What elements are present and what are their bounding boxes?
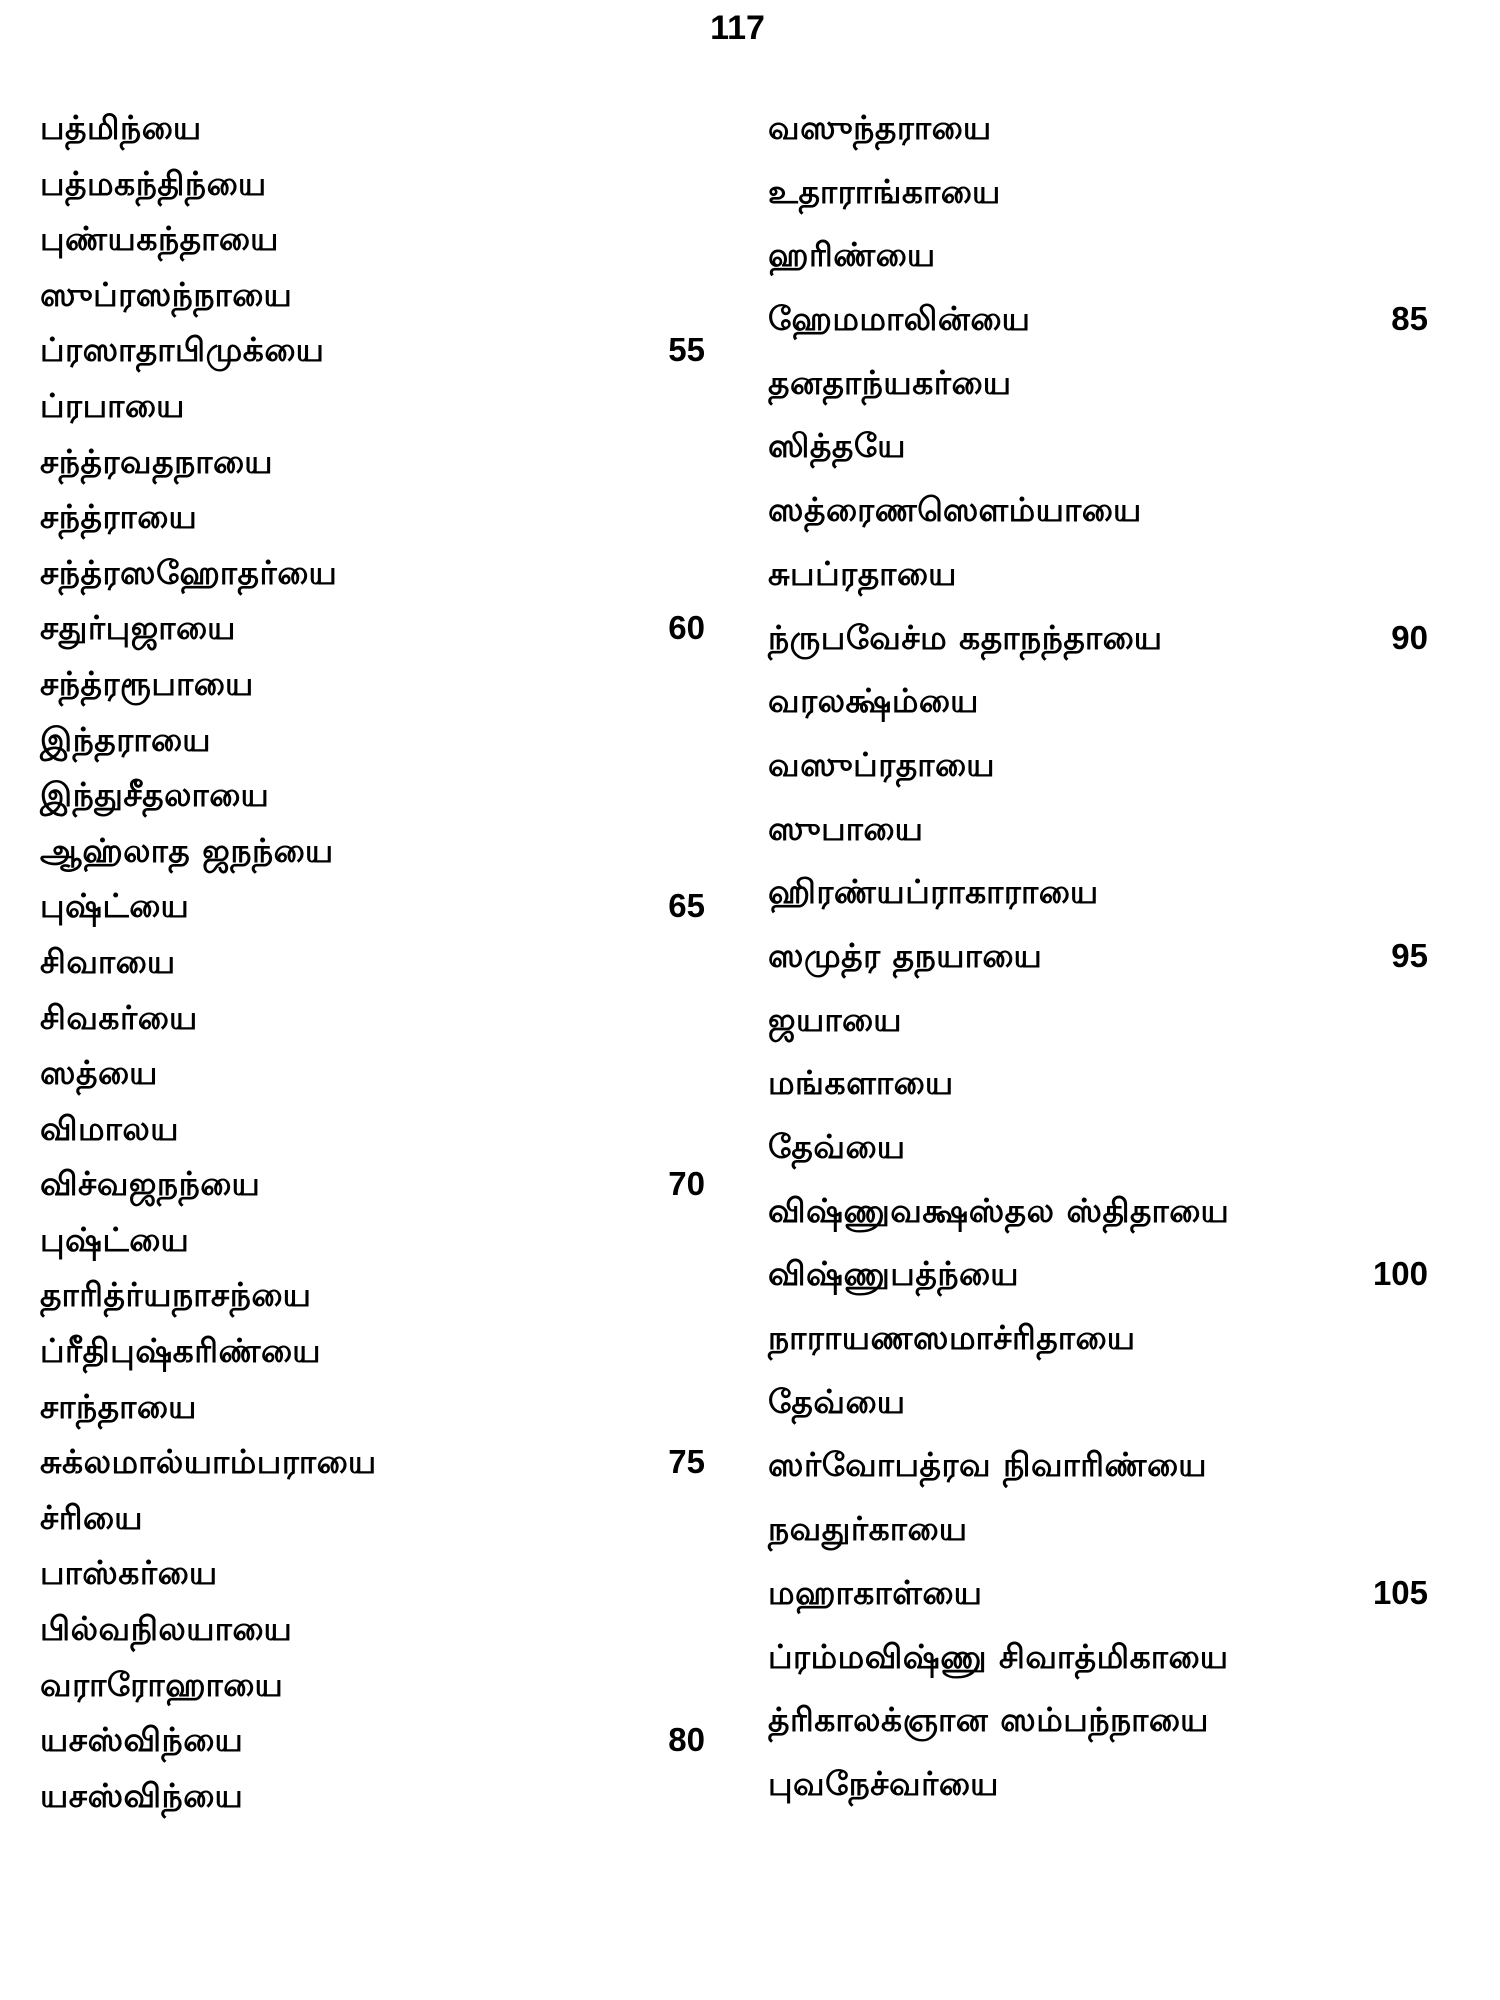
- entry-name: பத்மகந்திந்யை: [40, 163, 267, 203]
- entry-name: ஸத்ரைணஸௌம்யாயை: [768, 490, 1142, 530]
- entry-name: தேவ்யை: [768, 1127, 906, 1166]
- name-entry: [40, 215, 700, 271]
- name-entry: [40, 882, 705, 938]
- name-entry: [768, 550, 1428, 614]
- entry-name: தாரித்ர்யநாசந்யை: [40, 1275, 312, 1315]
- entry-name: இந்தராயை: [40, 719, 212, 759]
- name-entry: [768, 677, 1428, 741]
- entry-name: சுக்லமால்யாம்பராயை: [40, 1442, 377, 1482]
- name-entry: [768, 1441, 1428, 1505]
- name-entry: [40, 493, 700, 549]
- entry-name: சந்த்ரரூபாயை: [40, 663, 254, 703]
- entry-name: ஸித்தயே: [768, 426, 907, 466]
- name-entry: [768, 1314, 1428, 1378]
- entry-name: ப்ரீதிபுஷ்கரிண்யை: [40, 1331, 322, 1371]
- name-entry: [40, 1216, 700, 1272]
- name-entry: [40, 1494, 700, 1550]
- entry-name: சாந்தாயை: [40, 1386, 197, 1426]
- entry-name: நாராயணஸமாச்ரிதாயை: [768, 1318, 1136, 1358]
- entry-number: 90: [1391, 618, 1428, 656]
- entry-name: விஷ்ணுவக்ஷஸ்தல ஸ்திதாயை: [768, 1190, 1230, 1230]
- entry-number: 55: [668, 331, 705, 369]
- name-entry: [768, 1378, 1428, 1442]
- entry-name: ஸுப்ரஸந்நாயை: [40, 274, 293, 314]
- entry-name: ந்ருபவேச்ம கதாநந்தாயை: [768, 617, 1163, 657]
- entry-number: 60: [668, 609, 705, 647]
- entry-name: நவதுர்காயை: [768, 1509, 968, 1549]
- entry-name: மஹாகாள்யை: [768, 1572, 983, 1612]
- entry-number: 100: [1372, 1255, 1428, 1293]
- entry-name: யசஸ்விந்யை: [40, 1720, 244, 1760]
- entry-name: வஸுந்தராயை: [768, 108, 992, 147]
- entry-number: 105: [1372, 1573, 1428, 1611]
- name-entry: [40, 1383, 700, 1439]
- entry-name: புஷ்ட்யை: [40, 886, 190, 926]
- name-entry: [768, 741, 1428, 805]
- name-entry: [768, 1250, 1428, 1314]
- name-entry: [40, 938, 700, 994]
- entry-name: ஸுபாயை: [768, 808, 924, 848]
- entry-name: விஷ்ணுபத்ந்யை: [768, 1254, 1020, 1294]
- name-entry: [768, 359, 1428, 423]
- name-entry: [768, 104, 1428, 168]
- name-entry: [768, 1569, 1428, 1633]
- name-entry: [40, 1271, 700, 1327]
- name-entry: [40, 1605, 700, 1661]
- entry-name: புஷ்ட்யை: [40, 1219, 190, 1259]
- entry-name: ஹரிண்யை: [768, 235, 936, 275]
- name-entry: [40, 1049, 700, 1105]
- entry-name: புவநேச்வர்யை: [768, 1763, 999, 1803]
- entry-name: ஸமுத்ர தநயாயை: [768, 935, 1043, 975]
- entry-name: விச்வஜநந்யை: [40, 1164, 261, 1204]
- entry-name: பில்வநிலயாயை: [40, 1609, 293, 1649]
- entry-name: சந்த்ரஸஹோதர்யை: [40, 552, 338, 592]
- name-entry: [40, 160, 700, 216]
- entry-name: ப்ரபாயை: [40, 385, 185, 425]
- entry-name: சந்த்ரவதநாயை: [40, 441, 274, 481]
- name-entry: [40, 716, 700, 772]
- entry-number: 75: [668, 1443, 705, 1481]
- left-column: [40, 104, 705, 1827]
- entry-number: 85: [1391, 300, 1428, 338]
- name-entry: [40, 1549, 700, 1605]
- entry-name: ஸத்யை: [40, 1053, 158, 1093]
- entry-number: 70: [668, 1165, 705, 1203]
- entry-number: 80: [668, 1721, 705, 1759]
- entry-name: பாஸ்கர்யை: [40, 1553, 218, 1593]
- entry-name: தேவ்யை: [768, 1381, 906, 1421]
- name-entry: [40, 1716, 705, 1772]
- name-entry: [40, 1327, 700, 1383]
- name-entry: [40, 994, 700, 1050]
- name-entry: [768, 1187, 1428, 1251]
- name-entry: [40, 326, 705, 382]
- entry-name: தனதாந்யகர்யை: [768, 362, 1012, 402]
- entry-name: சுபப்ரதாயை: [768, 553, 957, 593]
- entry-name: பத்மிந்யை: [40, 108, 202, 147]
- name-entry: [40, 1772, 700, 1828]
- name-entry: [768, 1123, 1428, 1187]
- name-entry: [40, 1661, 700, 1717]
- entry-name: சிவகர்யை: [40, 997, 198, 1037]
- entry-number: 65: [668, 887, 705, 925]
- name-entry: [40, 549, 700, 605]
- name-entry: [768, 1059, 1428, 1123]
- name-entry: [40, 1160, 705, 1216]
- entry-name: வராரோஹாயை: [40, 1664, 284, 1704]
- entry-name: ஜயாயை: [768, 999, 903, 1039]
- entry-name: ப்ரம்மவிஷ்ணு சிவாத்மிகாயை: [768, 1636, 1229, 1676]
- name-entry: [768, 1505, 1428, 1569]
- name-entry: [768, 996, 1428, 1060]
- entry-name: ப்ரஸாதாபிமுக்யை: [40, 330, 325, 370]
- name-entry: [40, 382, 700, 438]
- name-entry: [768, 614, 1428, 678]
- entry-name: புண்யகந்தாயை: [40, 219, 279, 259]
- name-entry: [768, 1696, 1428, 1760]
- name-entry: [40, 604, 705, 660]
- name-entry: [40, 438, 700, 494]
- name-entry: [768, 231, 1428, 295]
- entry-name: யசஸ்விந்யை: [40, 1775, 244, 1815]
- name-entry: [768, 1633, 1428, 1697]
- entry-name: விமாலய: [40, 1108, 180, 1148]
- entry-number: 95: [1391, 936, 1428, 974]
- entry-name: ஸர்வோபத்ரவ நிவாரிண்யை: [768, 1445, 1208, 1485]
- entry-name: மங்களாயை: [768, 1063, 954, 1103]
- entry-name: உதாராங்காயை: [768, 171, 1001, 211]
- entry-name: ஆஹ்லாத ஜநந்யை: [40, 830, 334, 870]
- page-number: 117: [710, 9, 765, 47]
- entry-name: வஸுப்ரதாயை: [768, 744, 996, 784]
- entry-name: சதுர்புஜாயை: [40, 608, 236, 648]
- name-entry: [40, 1105, 700, 1161]
- name-entry: [40, 660, 700, 716]
- entry-name: ஹேமமாலின்யை: [768, 299, 1031, 339]
- name-entry: [40, 271, 700, 327]
- entry-name: ச்ரியை: [40, 1497, 144, 1537]
- name-entry: [768, 1760, 1428, 1824]
- entry-name: த்ரிகாலக்ஞான ஸம்பந்நாயை: [768, 1700, 1209, 1740]
- name-entry: [768, 422, 1428, 486]
- name-entry: [768, 868, 1428, 932]
- name-entry: [768, 168, 1428, 232]
- entry-name: சந்த்ராயை: [40, 497, 198, 537]
- name-entry: [40, 1438, 705, 1494]
- entry-name: ஹிரண்யப்ராகாராயை: [768, 872, 1099, 912]
- name-entry: [40, 771, 700, 827]
- name-entry: [768, 805, 1428, 869]
- name-entry: [768, 932, 1428, 996]
- entry-name: இந்துசீதலாயை: [40, 775, 270, 815]
- entry-name: சிவாயை: [40, 941, 176, 981]
- name-entry: [40, 827, 700, 883]
- right-column: [768, 104, 1428, 1824]
- name-entry: [40, 104, 700, 160]
- name-entry: [768, 295, 1428, 359]
- entry-name: வரலக்ஷ்ம்யை: [768, 681, 979, 721]
- name-entry: [768, 486, 1428, 550]
